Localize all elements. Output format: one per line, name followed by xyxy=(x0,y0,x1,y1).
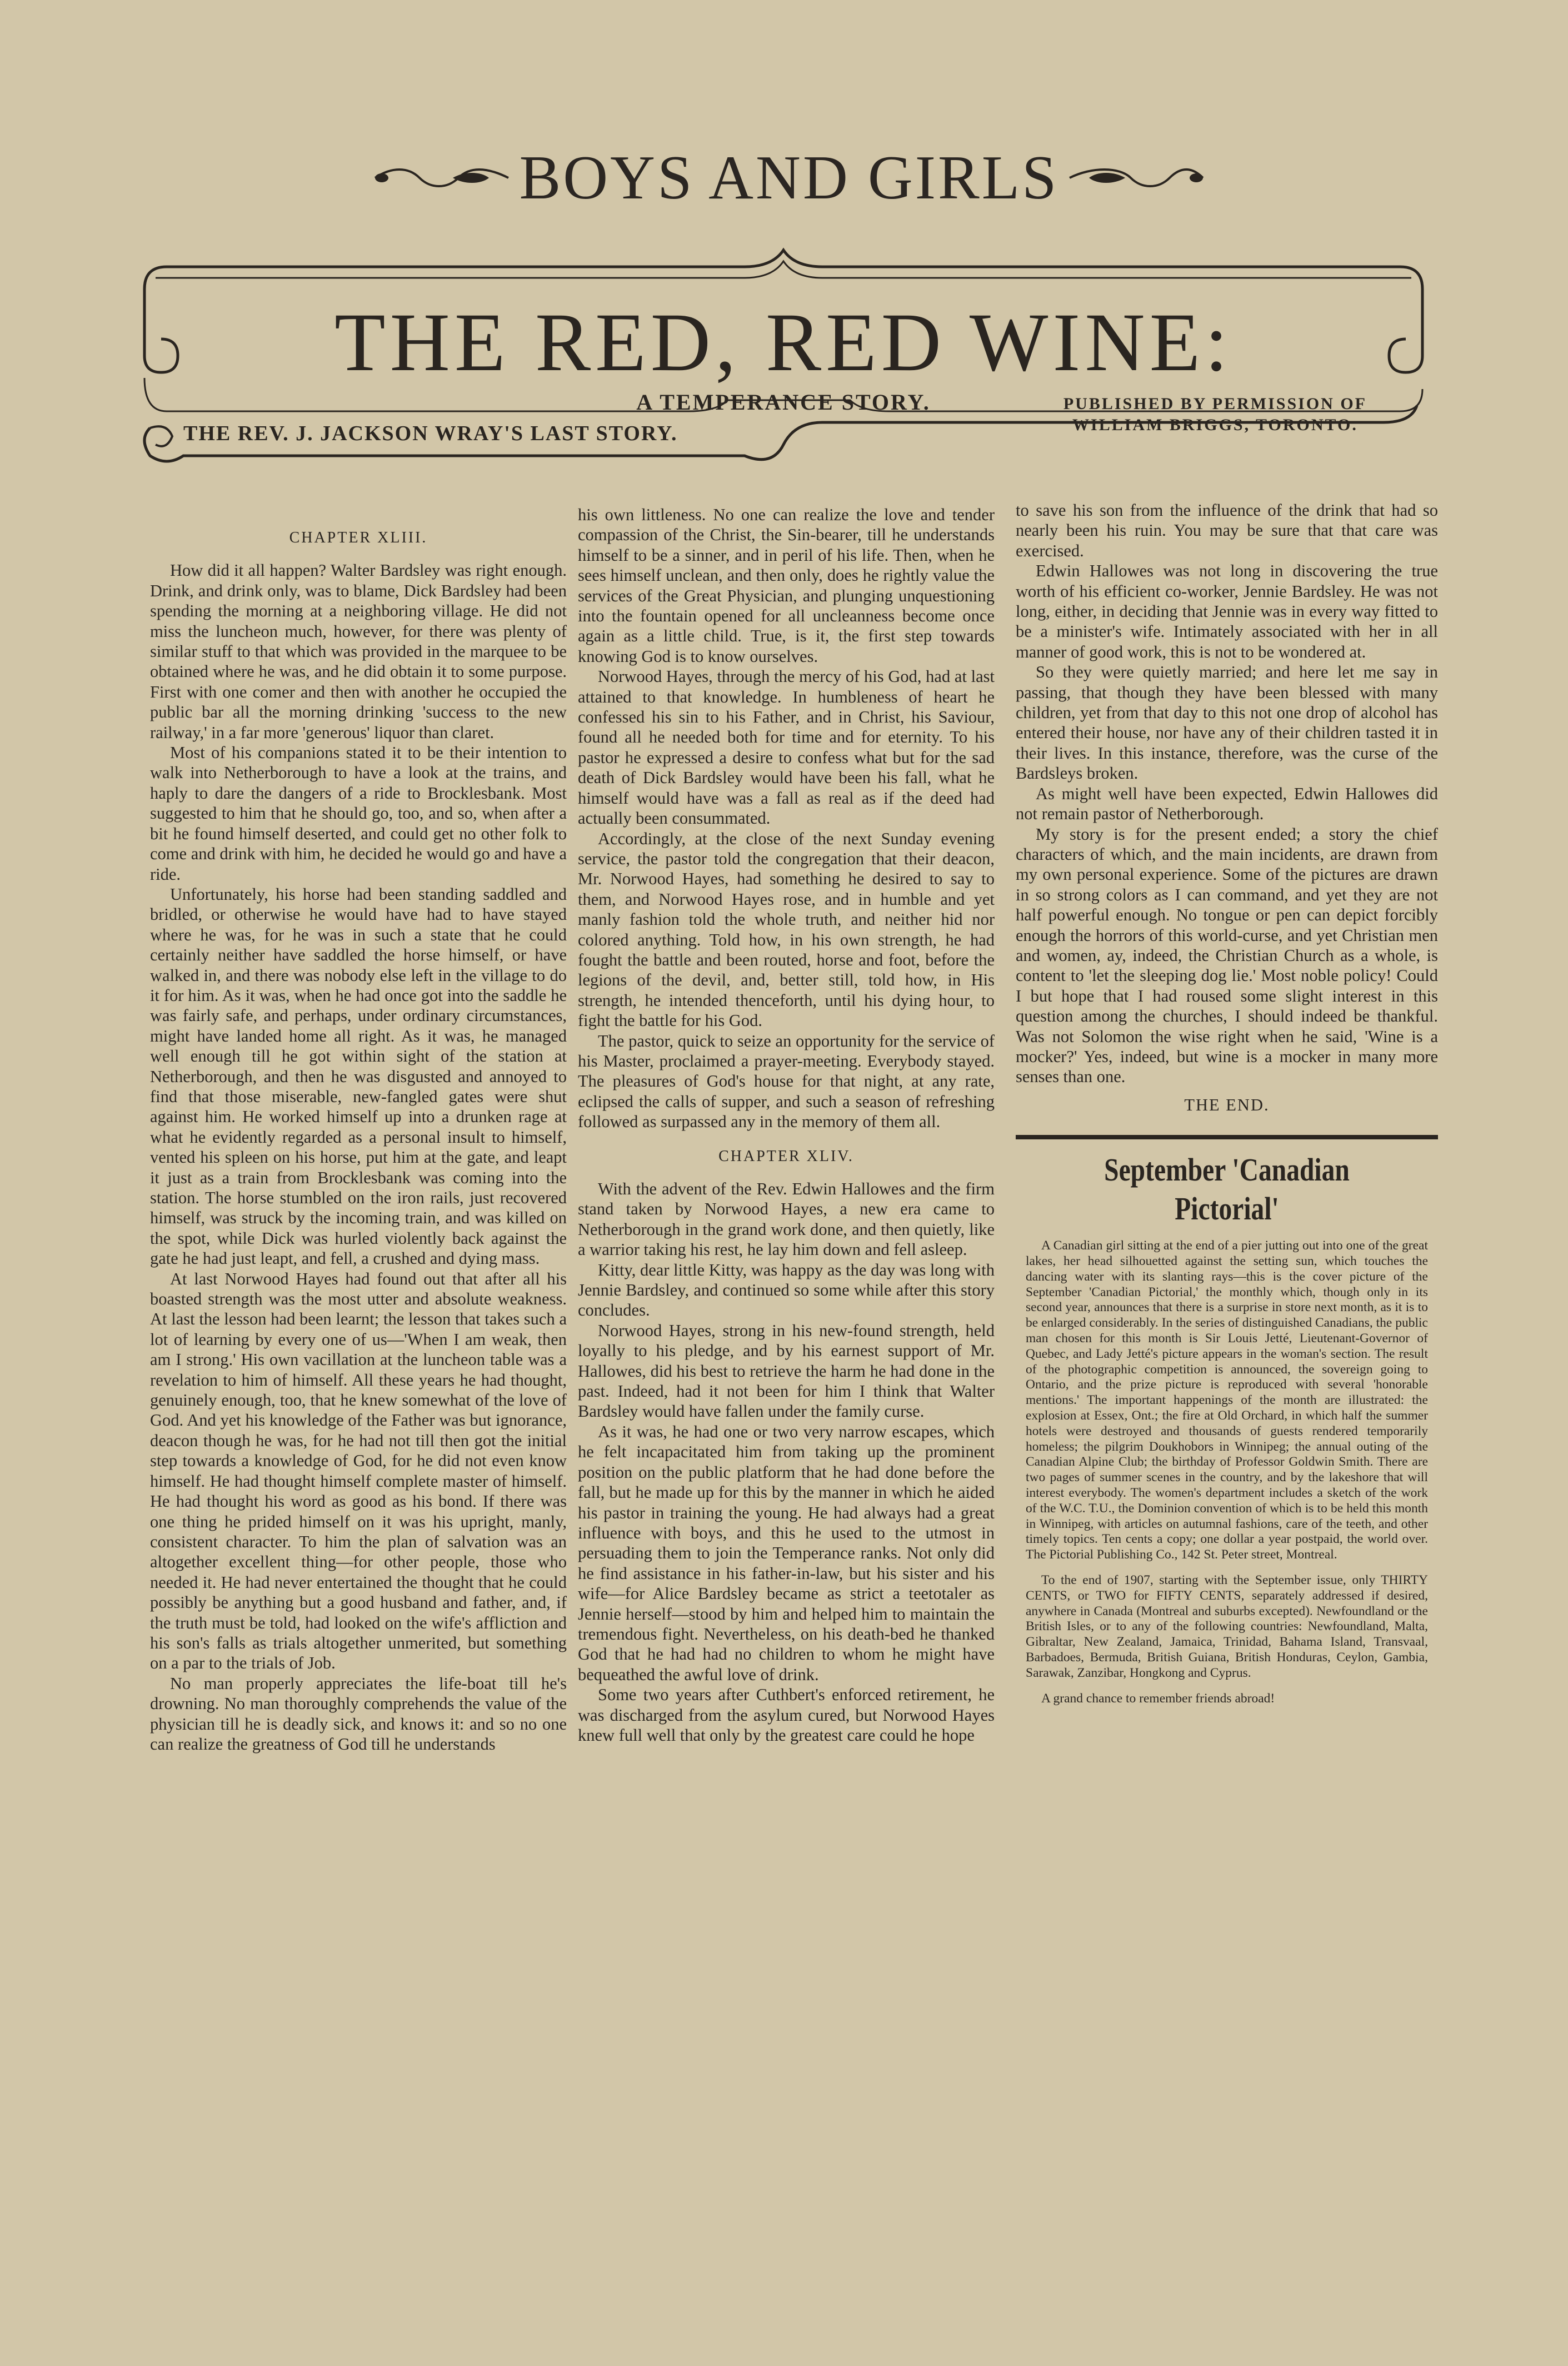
the-end-label: THE END. xyxy=(1184,1095,1270,1114)
paragraph: The pastor, quick to seize an opportunity for the service of his Master, proclaimed a prayer-meeting. Everybody stayed. The pleasures of God's house for that night, at any rate, eclipsed the calls of supper, and such a season of refreshing followed as surpassed any in the memory of them all. xyxy=(578,1031,995,1132)
sidebar-title: September 'Canadian Pictorial' xyxy=(1104,1152,1350,1227)
section-header xyxy=(261,142,1317,214)
sidebar-paragraph: A grand chance to remember friends abroad! xyxy=(1041,1691,1275,1706)
paragraph: Some two years after Cuthbert's enforced retirement, he was discharged from the asylum cured, but Norwood Hayes knew full well that only by the greatest care could he hope xyxy=(578,1685,995,1745)
permission-line-2: WILLIAM BRIGGS, TORONTO. xyxy=(1072,416,1358,434)
paragraph: As might well have been expected, Edwin Hallowes did not remain pastor of Netherborough. xyxy=(1016,784,1438,824)
column-2 xyxy=(578,505,995,1745)
chapter-heading: CHAPTER XLIII. xyxy=(289,529,428,546)
sidebar-advertisement xyxy=(1016,1238,1438,1706)
paragraph: No man properly appreciates the life-boat till he's drowning. No man thoroughly comprehends the value of the physician till he is deadly sick, and knows it: and so no one can realize the greatness of God till he understands xyxy=(150,1673,567,1754)
paragraph: Norwood Hayes, strong in his new-found strength, held loyally to his pledge, and by his earnest support of Mr. Hallowes, did his best to retrieve the harm he had done in the past. Indeed, had it not been for him I think that Walter Bardsley would have fallen under the family curse. xyxy=(578,1321,995,1421)
right-flourish-ornament xyxy=(1064,161,1209,195)
paragraph: his own littleness. No one can realize the love and tender compassion of the Christ, the Sin-bearer, till he understands himself to be a sinner, and in peril of his life. Then, when he sees himself unclean, and then only, does he rightly value the services of the Great Physician, and plunging unquestioning into the fountain opened for all uncleanness become once again as a little child. True, is it, the first step towards knowing God is to know ourselves. xyxy=(578,505,995,666)
paragraph: Unfortunately, his horse had been standing saddled and bridled, or otherwise he would have had to have stayed where he was, for he was in such a state that he could certainly neither have saddled the horse himself, or have walked in, and there was nobody else left in the village to do it for him. As it was, when he had once got into the saddle he was fairly safe, and perhaps, under ordinary circumstances, might have landed home all right. As it was, he managed well enough till he got within sight of the station at Netherborough, and then he was disgusted and annoyed to find that those miserable, new-fangled gates were shut against him. He worked himself up into a drunken rage at what he evidently regarded as a personal insult to himself, vented his spleen on his horse, put him at the gate, and leapt it just as a train from Brocklesbank was coming into the station. The horse stumbled on the iron rails, just recovered himself, was struck by the incoming train, and was killed on the spot, while Dick was hurled violently back against the gate he had just leapt, and fell, a crushed and dying mass. xyxy=(150,884,567,1268)
story-subtitle: A TEMPERANCE STORY. xyxy=(636,390,931,415)
paragraph: Edwin Hallowes was not long in discovering the true worth of his efficient co-worker, Jennie Bardsley. He was not long, either, in deciding that Jennie was in every way fitted to be a minister's wife. Intimately associated with her in all manner of good work, this is not to be wondered at. xyxy=(1016,561,1438,661)
permission-line-1: PUBLISHED BY PERMISSION OF xyxy=(1063,395,1367,413)
paragraph: As it was, he had one or two very narrow escapes, which he felt incapacitated him from taking up the prominent position on the public platform that he had done before the fall, but he made up for this by the manner in which he aided his pastor in training the young. He had always had a great influence with boys, and this he used to the utmost in persuading them to join the Temperance ranks. Not only did he find assistance in his father-in-law, but his sister and his wife—for Alice Bardsley became as strict a teetotaler as Jennie herself—stood by him and helped him to maintain the tremendous fight. Nevertheless, on his death-bed he thanked God that he had had no children to whom he might have bequeathed the awful love of drink. xyxy=(578,1422,995,1684)
chapter-heading: CHAPTER XLIV. xyxy=(718,1147,854,1165)
paragraph: to save his son from the influence of the drink that had so nearly been his ruin. You may be sure that that care was exercised. xyxy=(1016,501,1438,560)
paragraph: Kitty, dear little Kitty, was happy as the day was long with Jennie Bardsley, and continued so some while after this story concludes. xyxy=(578,1260,995,1320)
paragraph: My story is for the present ended; a story the chief characters of which, and the main incidents, are drawn from my own personal experience. Some of the pictures are drawn in so strong colors as I can command, and yet they are not half powerful enough. No tongue or pen can depict forcibly enough the horrors of this world-curse, and yet Christian men and women, ay, indeed, the Christian Church as a whole, is content to 'let the sleeping dog lie.' Most noble policy! Could I but hope that I had roused some slight interest in this question among the churches, I should indeed be thankful. Was not Solomon the wise right when he said, 'Wine is a mocker?' Yes, indeed, but wine is a mocker in many more senses than one. xyxy=(1016,824,1438,1087)
story-banner xyxy=(133,245,1434,478)
sidebar-paragraph: To the end of 1907, starting with the September issue, only THIRTY CENTS, or TWO for FIFTY CENTS, separately addressed if desired, anywhere in Canada (Montreal and suburbs excepted). Newfoundland or the British Isles, or to any of the following countries: Newfoundland, Malta, Gibraltar, New Zealand, Jamaica, Trinidad, Bahama Island, Transvaal, Barbadoes, Bermuda, British Guiana, British Honduras, Ceylon, Gambia, Sarawak, Zanzibar, Hongkong and Cyprus. xyxy=(1026,1572,1428,1680)
column-1 xyxy=(150,528,567,1754)
left-flourish-ornament xyxy=(369,161,514,195)
paragraph: Norwood Hayes, through the mercy of his God, had at last attained to that knowledge. In humbleness of heart he confessed his sin to his Father, and in Christ, his Saviour, found all he needed both for time and for eternity. To his pastor he expressed a desire to confess what but for the sad death of Dick Bardsley would have been his fall, what he himself would have was a fall as real as if the deed had actually been consummated. xyxy=(578,667,995,828)
story-title: THE RED, RED WINE: xyxy=(334,296,1233,388)
paragraph: With the advent of the Rev. Edwin Hallowes and the firm stand taken by Norwood Hayes, a new era came to Netherborough in the grand work done, and then quietly, like a warrior taking his rest, he lay him down and fell asleep. xyxy=(578,1179,995,1259)
paragraph: At last Norwood Hayes had found out that after all his boasted strength was the most utter and absolute weakness. At last the lesson had been learnt; the lesson that takes such a lot of learning by every one of us—'When I am weak, then am I strong.' His own vacillation at the luncheon table was a revelation to him of himself. All these years he had thought, genuinely enough, too, that he knew somewhat of the love of God. And yet his knowledge of the Father was but ignorance, deacon though he was, for he had not till then got the initial step towards a knowledge of God, for he did not even know himself. He had thought himself complete master of himself. He had thought his word as good as his bond. If there was one thing he prided himself on it was his upright, manly, consistent character. To him the plan of salvation was an altogether excellent thing—for other people, those who needed it. He had never entertained the thought that he could possibly be anything but a good husband and father, and, if the truth must be told, had looked on the wife's affliction and his son's falls as trials altogether unmerited, but something on a par to the trials of Job. xyxy=(150,1269,567,1673)
paragraph: Accordingly, at the close of the next Sunday evening service, the pastor told the congregation that their deacon, Mr. Norwood Hayes, had something he desired to say to them, and Norwood Hayes rose, and in humble and yet manly fashion told the whole truth, and neither hid nor colored anything. Told how, in his own strength, he had fought the battle and been routed, horse and foot, before the legions of the devil, and, better still, told how, in His strength, he intended thenceforth, until his dying hour, to fight the battle for his God. xyxy=(578,829,995,1030)
permission-notice xyxy=(1063,393,1367,436)
section-title: BOYS AND GIRLS xyxy=(519,143,1059,212)
author-line: THE REV. J. JACKSON WRAY'S LAST STORY. xyxy=(183,422,678,445)
paragraph: How did it all happen? Walter Bardsley was right enough. Drink, and drink only, was to blame, Dick Bardsley had been spending the morning at a neighboring village. He did not miss the luncheon much, however, for there was plenty of similar stuff to that which was provided in the marquee to be obtained where he was, and he did obtain it to some purpose. First with one comer and then with another he occupied the public bar all the morning drinking 'success to the new railway,' in a far more 'generous' liquor than claret. xyxy=(150,561,567,742)
paragraph: Most of his companions stated it to be their intention to walk into Netherborough to have a look at the trains, and haply to dare the dangers of a ride to Brocklesbank. Most suggested to him that he should go, too, and so, when after a bit he found himself deserted, and could get no other folk to come and drink with him, he decided he would go and have a ride. xyxy=(150,743,567,884)
column-3 xyxy=(1016,500,1438,1706)
paragraph: So they were quietly married; and here let me say in passing, that though they have been blessed with many children, yet from that day to this not one drop of alcohol has entered their house, nor have any of their children tasted it in their lives. In this instance, therefore, was the curse of the Bardsleys broken. xyxy=(1016,663,1438,783)
section-divider xyxy=(1016,1135,1438,1139)
sidebar-paragraph: A Canadian girl sitting at the end of a pier jutting out into one of the great lakes, her head silhouetted against the setting sun, which touches the dancing water with its slanting rays—this is the cover picture of the September 'Canadian Pictorial,' the monthly which, though only in its second year, announces that there is a surprise in store next month, as it is to be enlarged considerably. In the series of distinguished Canadians, the public man chosen for this month is Sir Louis Jetté, Lieutenant-Governor of Quebec, and Lady Jetté's picture appears in the woman's section. The result of the photographic competition is announced, the sovereign going to Ontario, and the prize picture is reproduced with several 'honorable mentions.' The important happenings of the month are illustrated: the explosion at Essex, Ont.; the fire at Old Orchard, in which half the summer hotels were destroyed and thousands of guests rendered temporarily homeless; the pilgrim Doukhobors in Winnipeg; the annual outing of the Canadian Alpine Club; the birthday of Professor Goldwin Smith. There are two pages of summer scenes in the country, and by the lakeshore that will interest everybody. The women's department includes a sketch of the work of the W.C. T.U., the Dominion convention of which is to be held this month in Winnipeg, with articles on autumnal fashions, care of the teeth, and other timely topics. Ten cents a copy; one dollar a year postpaid, the world over. The Pictorial Publishing Co., 142 St. Peter street, Montreal. xyxy=(1026,1238,1428,1562)
